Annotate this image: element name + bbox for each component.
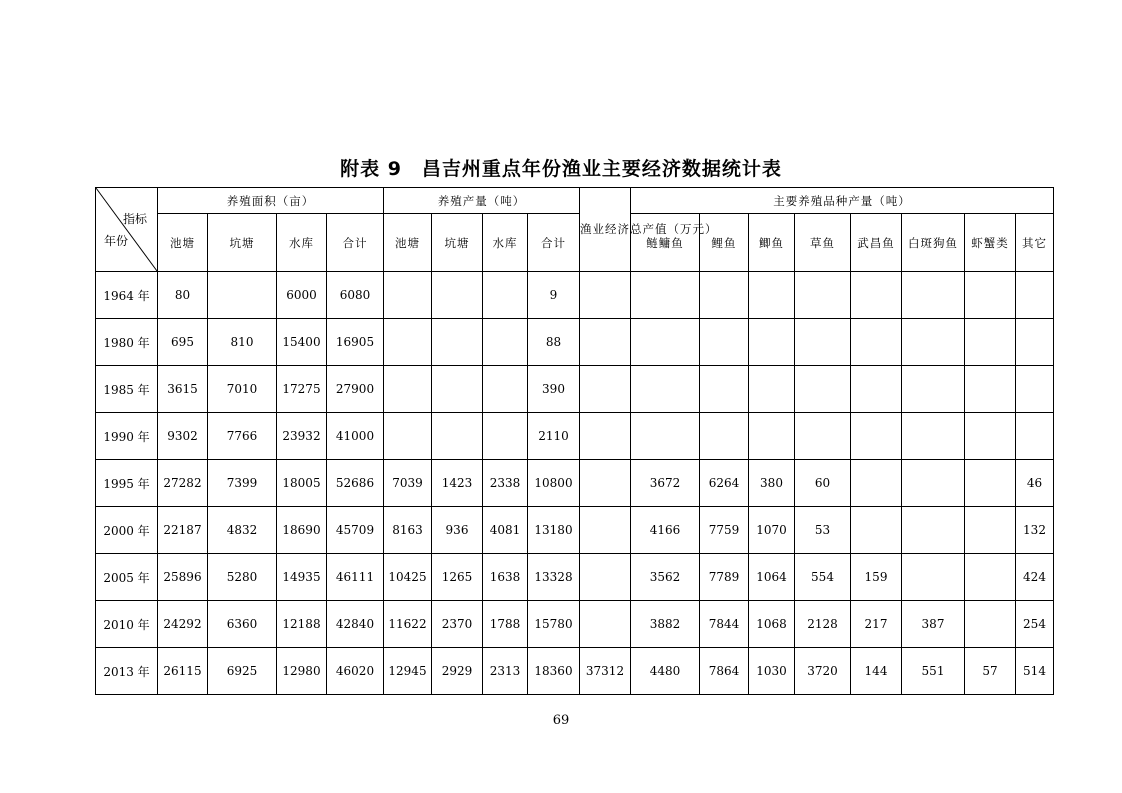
subheader-area-pond: 池塘 <box>158 214 208 272</box>
table-cell: 1423 <box>432 460 483 507</box>
table-cell <box>965 507 1016 554</box>
table-cell: 9302 <box>158 413 208 460</box>
table-cell: 3562 <box>631 554 700 601</box>
table-cell: 6264 <box>700 460 749 507</box>
table-cell: 6080 <box>327 272 384 319</box>
table-cell <box>700 319 749 366</box>
table-cell: 1064 <box>749 554 795 601</box>
group-header-output-value: 渔业经济总产值（万元） <box>580 188 631 272</box>
table-cell: 46111 <box>327 554 384 601</box>
table-cell: 6925 <box>208 648 277 695</box>
group-header-production: 养殖产量（吨） <box>384 188 580 214</box>
table-cell <box>795 413 851 460</box>
table-cell <box>700 413 749 460</box>
table-cell: 554 <box>795 554 851 601</box>
table-cell <box>902 413 965 460</box>
table-cell: 810 <box>208 319 277 366</box>
table-cell <box>580 554 631 601</box>
subheader-species-wuchang-bream: 武昌鱼 <box>851 214 902 272</box>
subheader-species-shrimp-crab: 虾蟹类 <box>965 214 1016 272</box>
table-cell <box>384 272 432 319</box>
subheader-species-common-carp: 鲤鱼 <box>700 214 749 272</box>
table-cell <box>384 366 432 413</box>
table-cell <box>795 272 851 319</box>
table-cell <box>965 319 1016 366</box>
table-cell: 4166 <box>631 507 700 554</box>
group-header-species: 主要养殖品种产量（吨） <box>631 188 1054 214</box>
table-cell <box>965 366 1016 413</box>
table-cell: 24292 <box>158 601 208 648</box>
row-year-cell: 2013 年 <box>96 648 158 695</box>
fishery-statistics-table <box>95 187 1054 695</box>
table-cell <box>902 507 965 554</box>
subheader-production-pit-pond: 坑塘 <box>432 214 483 272</box>
table-cell: 695 <box>158 319 208 366</box>
table-cell <box>965 460 1016 507</box>
table-cell <box>1016 413 1054 460</box>
table-cell <box>749 413 795 460</box>
subheader-species-other: 其它 <box>1016 214 1054 272</box>
table-cell: 1068 <box>749 601 795 648</box>
table-cell <box>432 413 483 460</box>
table-row <box>96 601 1054 648</box>
table-cell: 17275 <box>277 366 327 413</box>
table-cell: 26115 <box>158 648 208 695</box>
table-cell <box>851 507 902 554</box>
table-cell: 88 <box>528 319 580 366</box>
table-cell <box>700 272 749 319</box>
table-cell: 3720 <box>795 648 851 695</box>
table-cell: 6000 <box>277 272 327 319</box>
table-cell <box>795 366 851 413</box>
table-cell <box>1016 319 1054 366</box>
table-cell: 52686 <box>327 460 384 507</box>
table-cell: 1788 <box>483 601 528 648</box>
table-cell: 1265 <box>432 554 483 601</box>
table-cell: 424 <box>1016 554 1054 601</box>
table-cell: 6360 <box>208 601 277 648</box>
row-year-cell: 1964 年 <box>96 272 158 319</box>
table-cell: 4480 <box>631 648 700 695</box>
table-cell: 18690 <box>277 507 327 554</box>
subheader-area-total: 合计 <box>327 214 384 272</box>
table-cell <box>384 319 432 366</box>
table-cell <box>851 366 902 413</box>
table-cell: 27282 <box>158 460 208 507</box>
table-cell: 254 <box>1016 601 1054 648</box>
table-row <box>96 366 1054 413</box>
table-cell <box>384 413 432 460</box>
table-cell: 13180 <box>528 507 580 554</box>
table-cell <box>902 319 965 366</box>
table-cell: 46020 <box>327 648 384 695</box>
table-cell: 7759 <box>700 507 749 554</box>
table-row <box>96 319 1054 366</box>
table-cell <box>580 413 631 460</box>
table-cell <box>749 366 795 413</box>
table-cell: 42840 <box>327 601 384 648</box>
table-cell: 936 <box>432 507 483 554</box>
row-year-cell: 1990 年 <box>96 413 158 460</box>
table-cell: 57 <box>965 648 1016 695</box>
table-cell <box>851 460 902 507</box>
subheader-species-northern-pike: 白斑狗鱼 <box>902 214 965 272</box>
table-cell: 13328 <box>528 554 580 601</box>
row-year-cell: 1980 年 <box>96 319 158 366</box>
table-cell: 10800 <box>528 460 580 507</box>
table-cell <box>483 413 528 460</box>
table-cell: 7789 <box>700 554 749 601</box>
row-year-cell: 2000 年 <box>96 507 158 554</box>
table-cell: 3615 <box>158 366 208 413</box>
table-cell: 8163 <box>384 507 432 554</box>
table-cell <box>483 366 528 413</box>
group-header-area: 养殖面积（亩） <box>158 188 384 214</box>
table-cell: 12188 <box>277 601 327 648</box>
table-title: 附表 9 昌吉州重点年份渔业主要经济数据统计表 <box>340 158 782 180</box>
table-cell: 144 <box>851 648 902 695</box>
table-cell <box>631 319 700 366</box>
table-cell: 15780 <box>528 601 580 648</box>
table-cell: 380 <box>749 460 795 507</box>
table-cell: 5280 <box>208 554 277 601</box>
table-cell: 80 <box>158 272 208 319</box>
table-row <box>96 554 1054 601</box>
table-cell: 11622 <box>384 601 432 648</box>
subheader-area-reservoir: 水库 <box>277 214 327 272</box>
table-cell: 4081 <box>483 507 528 554</box>
table-cell <box>631 413 700 460</box>
table-cell: 1070 <box>749 507 795 554</box>
subheader-production-pond: 池塘 <box>384 214 432 272</box>
subheader-production-reservoir: 水库 <box>483 214 528 272</box>
table-cell <box>432 319 483 366</box>
table-cell: 27900 <box>327 366 384 413</box>
table-cell: 3882 <box>631 601 700 648</box>
table-cell <box>902 272 965 319</box>
table-cell: 46 <box>1016 460 1054 507</box>
diagonal-divider <box>96 188 157 271</box>
table-cell <box>432 272 483 319</box>
table-cell <box>1016 366 1054 413</box>
table-cell <box>580 460 631 507</box>
table-cell: 18360 <box>528 648 580 695</box>
table-row <box>96 507 1054 554</box>
table-row <box>96 648 1054 695</box>
table-cell: 390 <box>528 366 580 413</box>
table-cell <box>749 272 795 319</box>
corner-header-cell <box>96 188 158 272</box>
table-cell: 2338 <box>483 460 528 507</box>
table-cell: 2313 <box>483 648 528 695</box>
table-cell: 7766 <box>208 413 277 460</box>
table-cell: 23932 <box>277 413 327 460</box>
page-number: 69 <box>552 713 570 728</box>
table-row <box>96 272 1054 319</box>
table-cell <box>851 319 902 366</box>
table-cell: 3672 <box>631 460 700 507</box>
table-cell <box>1016 272 1054 319</box>
table-cell: 12945 <box>384 648 432 695</box>
table-cell <box>851 413 902 460</box>
table-cell: 132 <box>1016 507 1054 554</box>
table-cell: 7010 <box>208 366 277 413</box>
table-cell: 9 <box>528 272 580 319</box>
subheader-area-pit-pond: 坑塘 <box>208 214 277 272</box>
row-year-cell: 1995 年 <box>96 460 158 507</box>
table-cell <box>483 319 528 366</box>
table-cell: 18005 <box>277 460 327 507</box>
table-cell: 7844 <box>700 601 749 648</box>
table-cell <box>749 319 795 366</box>
table-cell <box>851 272 902 319</box>
table-cell <box>631 272 700 319</box>
table-cell <box>580 601 631 648</box>
table-cell <box>580 507 631 554</box>
table-cell <box>483 272 528 319</box>
table-cell <box>965 554 1016 601</box>
table-row <box>96 413 1054 460</box>
table-cell: 1638 <box>483 554 528 601</box>
table-cell <box>965 272 1016 319</box>
subheader-production-total: 合计 <box>528 214 580 272</box>
table-cell: 4832 <box>208 507 277 554</box>
table-cell: 53 <box>795 507 851 554</box>
table-cell <box>902 554 965 601</box>
table-cell: 2110 <box>528 413 580 460</box>
table-cell: 14935 <box>277 554 327 601</box>
table-cell: 159 <box>851 554 902 601</box>
table-cell: 2929 <box>432 648 483 695</box>
table-cell: 1030 <box>749 648 795 695</box>
table-cell: 514 <box>1016 648 1054 695</box>
table-cell: 12980 <box>277 648 327 695</box>
table-cell <box>208 272 277 319</box>
row-year-cell: 1985 年 <box>96 366 158 413</box>
table-cell: 37312 <box>580 648 631 695</box>
table-cell <box>965 413 1016 460</box>
table-cell: 10425 <box>384 554 432 601</box>
subheader-species-grass-carp: 草鱼 <box>795 214 851 272</box>
table-cell: 15400 <box>277 319 327 366</box>
table-cell <box>580 319 631 366</box>
row-year-cell: 2005 年 <box>96 554 158 601</box>
table-cell <box>580 272 631 319</box>
table-cell <box>965 601 1016 648</box>
table-cell <box>795 319 851 366</box>
table-cell: 551 <box>902 648 965 695</box>
table-cell <box>902 460 965 507</box>
table-cell: 2128 <box>795 601 851 648</box>
subheader-species-silver-bighead-carp: 鲢鳙鱼 <box>631 214 700 272</box>
table-cell: 217 <box>851 601 902 648</box>
table-row <box>96 460 1054 507</box>
table-cell <box>902 366 965 413</box>
table-cell <box>580 366 631 413</box>
table-cell: 41000 <box>327 413 384 460</box>
table-cell: 45709 <box>327 507 384 554</box>
table-cell: 387 <box>902 601 965 648</box>
table-cell: 7039 <box>384 460 432 507</box>
corner-year-label: 年份 <box>104 234 129 248</box>
row-year-cell: 2010 年 <box>96 601 158 648</box>
table-cell: 16905 <box>327 319 384 366</box>
table-cell: 7864 <box>700 648 749 695</box>
table-cell: 60 <box>795 460 851 507</box>
table-cell <box>700 366 749 413</box>
table-cell <box>432 366 483 413</box>
corner-indicator-label: 指标 <box>122 212 147 226</box>
table-cell: 7399 <box>208 460 277 507</box>
table-cell: 2370 <box>432 601 483 648</box>
table-cell: 22187 <box>158 507 208 554</box>
table-cell: 25896 <box>158 554 208 601</box>
table-cell <box>631 366 700 413</box>
subheader-species-crucian-carp: 鲫鱼 <box>749 214 795 272</box>
